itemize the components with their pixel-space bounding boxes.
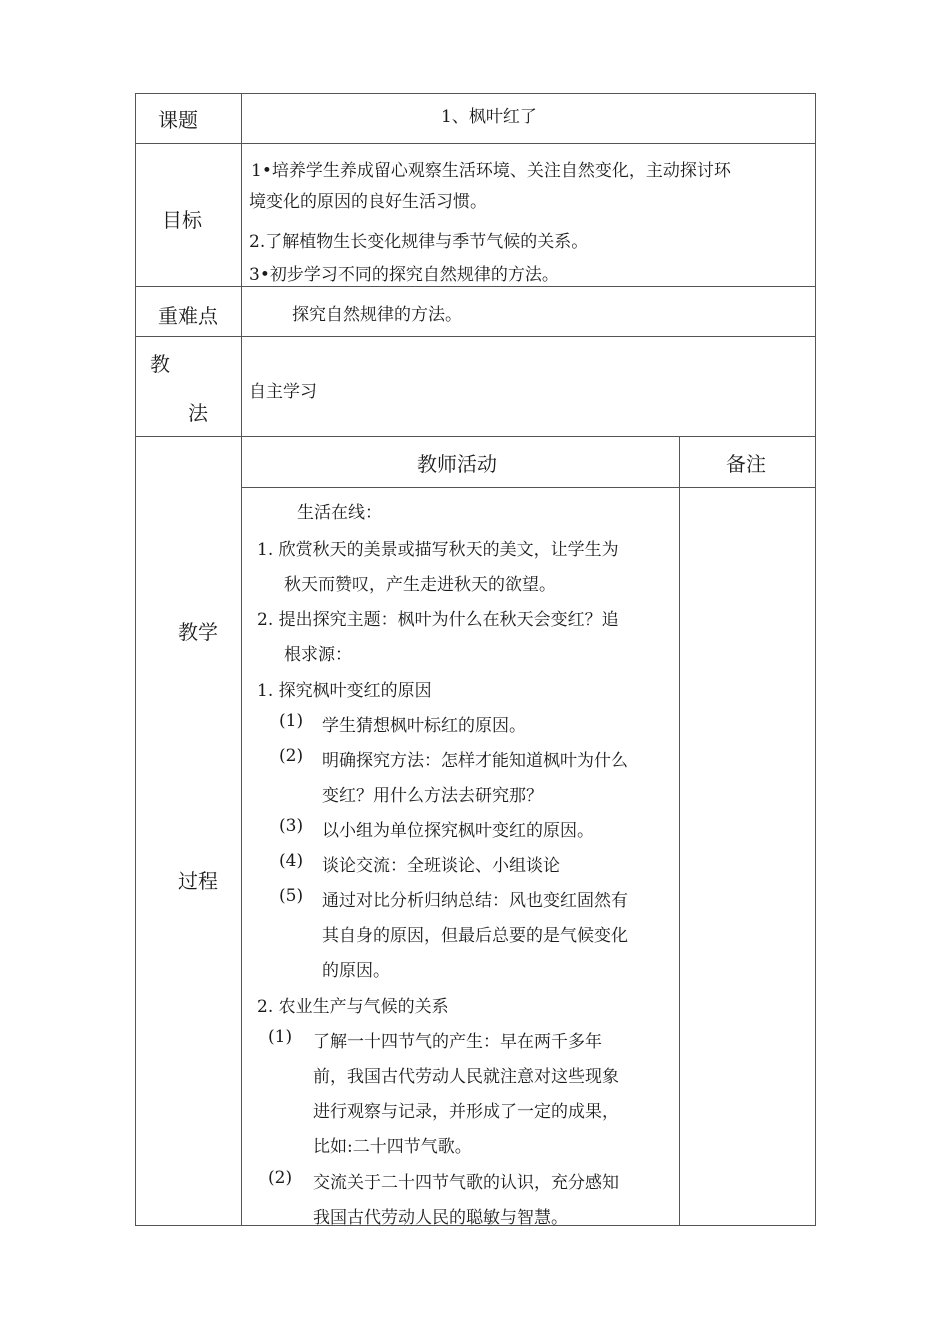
activity-line: 变红？用什么方法去研究那？ — [322, 786, 543, 806]
goal-line: 境变化的原因的良好生活习惯。 — [249, 192, 487, 212]
key-points-value: 探究自然规律的方法。 — [292, 305, 462, 325]
activity-item-number: (5) — [279, 886, 304, 906]
activity-line: 了解一十四节气的产生：早在两千多年 — [313, 1032, 602, 1052]
goal-line: 1•培养学生养成留心观察生活环境、关注自然变化，主动探讨环 — [251, 161, 731, 181]
column-header-activity: 教师活动 — [417, 452, 497, 476]
activity-line: 明确探究方法：怎样才能知道枫叶为什么 — [322, 751, 628, 771]
activity-item-number: (4) — [279, 851, 304, 871]
key-points-label: 重难点 — [158, 304, 218, 328]
goal-line: 2.了解植物生长变化规律与季节气候的关系。 — [249, 232, 589, 252]
activity-line: 2. 农业生产与气候的关系 — [257, 997, 449, 1017]
activity-item-number: (2) — [268, 1168, 293, 1188]
activity-line: 2. 提出探究主题：枫叶为什么在秋天会变红？追 — [257, 610, 619, 630]
activity-line: 根求源： — [284, 645, 352, 665]
activity-line: 以小组为单位探究枫叶变红的原因。 — [322, 821, 594, 841]
activity-item-number: (2) — [279, 746, 304, 766]
activity-line: 学生猜想枫叶标红的原因。 — [322, 716, 526, 736]
goal-line: 3•初步学习不同的探究自然规律的方法。 — [249, 265, 559, 285]
method-value: 自主学习 — [249, 382, 317, 402]
row-divider — [135, 286, 816, 287]
goals-label: 目标 — [162, 208, 202, 232]
row-divider — [135, 336, 816, 337]
activity-item-number: (3) — [279, 816, 304, 836]
topic-label: 课题 — [158, 108, 198, 132]
activity-line: 比如:二十四节气歌。 — [313, 1137, 472, 1157]
activity-line: 前，我国古代劳动人民就注意对这些现象 — [313, 1067, 619, 1087]
activity-line: 我国古代劳动人民的聪敏与智慧。 — [313, 1208, 568, 1228]
activity-item-number: (1) — [279, 711, 304, 731]
process-label-2: 过程 — [178, 869, 218, 893]
column-divider — [241, 93, 242, 1226]
activity-line: 1. 欣赏秋天的美景或描写秋天的美文，让学生为 — [257, 540, 619, 560]
method-label-2: 法 — [188, 401, 208, 425]
row-divider — [135, 143, 816, 144]
activity-line: 1. 探究枫叶变红的原因 — [257, 681, 432, 701]
activity-line: 谈论交流：全班谈论、小组谈论 — [322, 856, 560, 876]
activity-line: 交流关于二十四节气歌的认识，充分感知 — [313, 1173, 619, 1193]
activity-line: 生活在线： — [297, 503, 382, 523]
activity-line: 的原因。 — [322, 961, 390, 981]
activity-line: 进行观察与记录，并形成了一定的成果， — [313, 1102, 619, 1122]
column-divider — [679, 436, 680, 1226]
row-divider — [241, 487, 816, 488]
process-label-1: 教学 — [178, 620, 218, 644]
activity-line: 通过对比分析归纳总结：风也变红固然有 — [322, 891, 628, 911]
activity-line: 秋天而赞叹，产生走进秋天的欲望。 — [284, 575, 556, 595]
column-header-notes: 备注 — [726, 452, 766, 476]
activity-line: 其自身的原因，但最后总要的是气候变化 — [322, 926, 628, 946]
row-divider — [135, 436, 816, 437]
activity-item-number: (1) — [268, 1027, 293, 1047]
method-label-1: 教 — [150, 352, 170, 376]
topic-value: 1、枫叶红了 — [441, 107, 537, 127]
